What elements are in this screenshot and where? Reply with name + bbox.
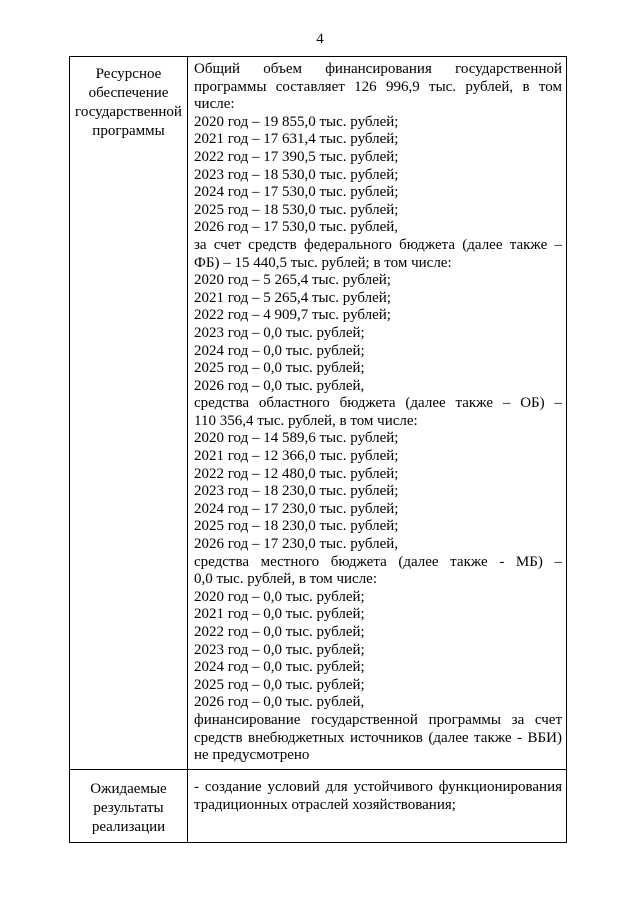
content-line: 110 356,4 тыс. рублей, в том числе: bbox=[194, 412, 418, 429]
content-line: 2022 год – 17 390,5 тыс. рублей; bbox=[194, 148, 399, 165]
content-line: финансирование государственной программы за счет bbox=[194, 711, 562, 728]
content-line: 2020 год – 0,0 тыс. рублей; bbox=[194, 588, 365, 605]
content-line: 2026 год – 17 230,0 тыс. рублей, bbox=[194, 536, 399, 553]
content-line: 2020 год – 5 265,4 тыс. рублей; bbox=[194, 272, 391, 289]
label-line: программы bbox=[92, 123, 165, 139]
content-line: числе: bbox=[194, 96, 235, 113]
label-line: обеспечение bbox=[88, 85, 169, 101]
content-line: 2022 год – 4 909,7 тыс. рублей; bbox=[194, 307, 391, 324]
content-line: 2026 год – 0,0 тыс. рублей, bbox=[194, 694, 365, 711]
passport-table bbox=[69, 56, 567, 843]
content-line: 2024 год – 0,0 тыс. рублей; bbox=[194, 659, 365, 676]
content-line: 2021 год – 5 265,4 тыс. рублей; bbox=[194, 289, 391, 306]
content-line: 2020 год – 14 589,6 тыс. рублей; bbox=[194, 430, 399, 447]
row-content-resources bbox=[188, 57, 567, 770]
content-line: программы составляет 126 996,9 тыс. рублей, в том bbox=[194, 78, 562, 95]
label-line: реализации bbox=[91, 818, 166, 835]
content-line: 2022 год – 0,0 тыс. рублей; bbox=[194, 624, 365, 640]
content-line: средств внебюджетных источников (далее также - ВБИ) bbox=[194, 729, 562, 746]
label-line: результаты bbox=[93, 799, 164, 816]
table-row-resources bbox=[70, 57, 567, 770]
content-line: не предусмотрено bbox=[194, 747, 310, 764]
content-line: 2025 год – 18 530,0 тыс. рублей; bbox=[194, 201, 399, 218]
content-line: 2021 год – 17 631,4 тыс. рублей; bbox=[194, 131, 399, 148]
content-line: 2021 год – 0,0 тыс. рублей; bbox=[194, 606, 365, 623]
content-line: 2023 год – 0,0 тыс. рублей; bbox=[194, 641, 365, 658]
label-line: Ресурсное bbox=[95, 66, 162, 82]
content-line: 2021 год – 12 366,0 тыс. рублей; bbox=[194, 448, 399, 465]
row-label-resources bbox=[70, 57, 188, 770]
row-label-expected-results bbox=[70, 769, 188, 842]
content-line: 2024 год – 17 230,0 тыс. рублей; bbox=[194, 500, 399, 517]
content-line: 2023 год – 18 530,0 тыс. рублей; bbox=[194, 166, 399, 183]
content-line: Общий объем финансирования государственной bbox=[194, 61, 562, 77]
content-line: за счет средств федерального бюджета (далее также – bbox=[194, 236, 562, 253]
content-line: 2025 год – 18 230,0 тыс. рублей; bbox=[194, 518, 399, 535]
content-line: - создание условий для устойчивого функционирования bbox=[194, 778, 562, 795]
table-row-expected-results bbox=[70, 769, 567, 842]
content-line: 2025 год – 0,0 тыс. рублей; bbox=[194, 676, 365, 693]
content-line: 2024 год – 17 530,0 тыс. рублей; bbox=[194, 184, 399, 201]
content-line: 2020 год – 19 855,0 тыс. рублей; bbox=[194, 113, 399, 130]
content-line: 2026 год – 17 530,0 тыс. рублей, bbox=[194, 219, 399, 236]
label-line: государственной bbox=[75, 104, 182, 120]
content-line: средства местного бюджета (далее также - МБ) – bbox=[194, 553, 562, 570]
content-line: ФБ) – 15 440,5 тыс. рублей; в том числе: bbox=[194, 254, 452, 271]
row-content-expected-results bbox=[188, 769, 567, 842]
content-line: 0,0 тыс. рублей, в том числе: bbox=[194, 571, 378, 588]
content-line: 2026 год – 0,0 тыс. рублей, bbox=[194, 377, 365, 394]
label-line: Ожидаемые bbox=[90, 780, 167, 797]
content-line: традиционных отраслей хозяйствования; bbox=[194, 797, 456, 814]
page-number: 4 bbox=[316, 31, 324, 47]
content-line: 2023 год – 18 230,0 тыс. рублей; bbox=[194, 483, 399, 500]
content-line: 2022 год – 12 480,0 тыс. рублей; bbox=[194, 465, 399, 482]
content-line: 2025 год – 0,0 тыс. рублей; bbox=[194, 360, 365, 377]
content-line: 2023 год – 0,0 тыс. рублей; bbox=[194, 324, 365, 341]
content-line: 2024 год – 0,0 тыс. рублей; bbox=[194, 342, 365, 359]
content-line: средства областного бюджета (далее также – ОБ) – bbox=[194, 395, 562, 412]
